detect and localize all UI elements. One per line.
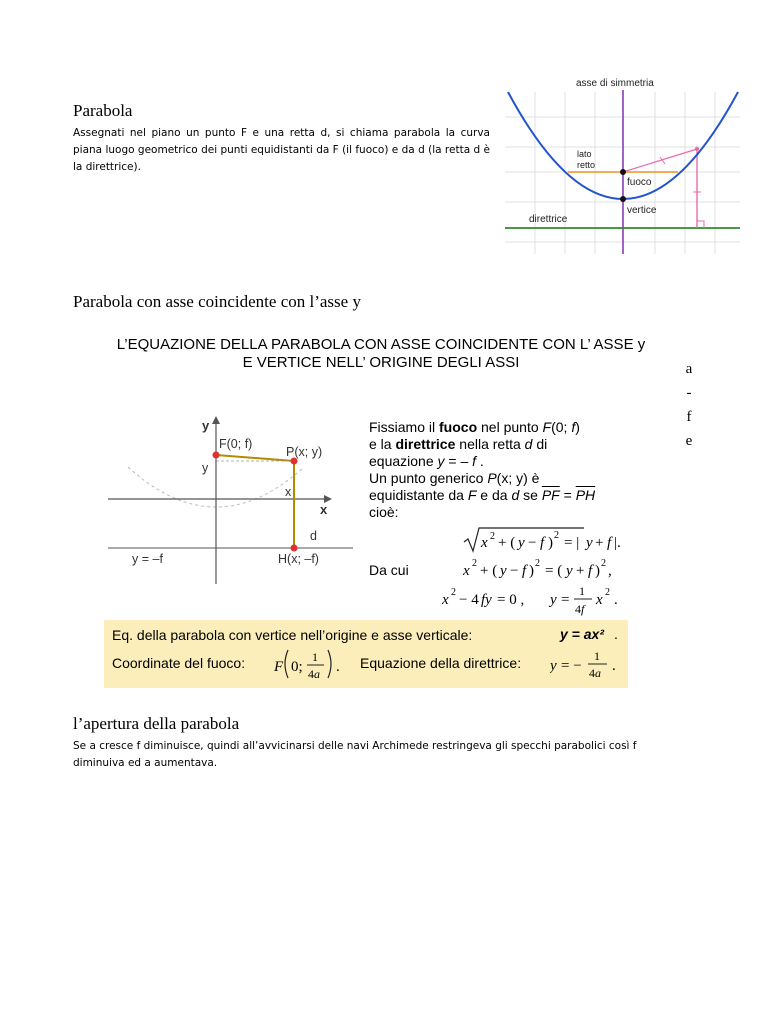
svg-text:2: 2 <box>472 558 477 569</box>
svg-text:f: f <box>588 563 593 579</box>
point-p-label: P(x; y) <box>286 445 323 459</box>
section3-paragraph: Se a cresce f diminuisce, quindi all’avvicinarsi delle navi Archimede restringeva gli specchi parabolici così f diminuiva ed a aumentava. <box>73 740 637 769</box>
focus-label: F(0; f) <box>219 437 253 451</box>
svg-text:4f: 4f <box>575 602 585 616</box>
svg-text:= |: = | <box>564 535 580 551</box>
svg-text:2: 2 <box>451 587 456 598</box>
svg-text:2: 2 <box>554 530 559 541</box>
svg-text:−: − <box>510 563 519 579</box>
axis-label: asse di simmetria <box>576 78 654 89</box>
svg-text:fy: fy <box>481 592 492 608</box>
panel-line-3: equazione y = – f . <box>369 453 484 469</box>
svg-text:4a: 4a <box>589 666 601 680</box>
x-axis-label: x <box>320 502 328 517</box>
focus-point <box>620 169 626 175</box>
result-equation <box>442 582 632 616</box>
svg-text:y: y <box>566 563 573 579</box>
da-cui-label: Da cui <box>369 562 409 578</box>
svg-text:f: f <box>607 535 612 551</box>
svg-text:2: 2 <box>601 558 606 569</box>
y-axis-label: y <box>202 418 210 433</box>
y-coord-label: y <box>202 461 209 475</box>
panel-line-2: e la direttrice nella retta d di <box>369 436 548 452</box>
svg-text:y: y <box>550 592 557 608</box>
point-h-dot <box>291 545 298 552</box>
svg-text:x: x <box>442 592 449 608</box>
focus-coordinates <box>272 644 344 684</box>
panel-line-6: cioè: <box>369 504 399 520</box>
svg-text:+: + <box>576 563 585 579</box>
svg-text:,: , <box>608 563 612 579</box>
section1-title: Parabola <box>73 101 133 120</box>
pf-segment <box>216 455 294 461</box>
expanded-equation <box>463 555 633 581</box>
direttrice-label: direttrice <box>529 214 568 225</box>
svg-text:y: y <box>550 658 557 674</box>
svg-text:2: 2 <box>490 531 495 542</box>
svg-text:− 4: − 4 <box>459 592 479 608</box>
svg-text:y: y <box>586 535 593 551</box>
svg-text:f: f <box>540 535 545 551</box>
section3-title: l’apertura della parabola <box>73 714 240 733</box>
pink-segment <box>623 149 697 172</box>
panel-explanation <box>369 419 669 521</box>
svg-text:.: . <box>336 659 340 675</box>
lato-label: lato <box>577 149 592 159</box>
svg-text:1: 1 <box>579 584 585 598</box>
svg-text:f: f <box>522 563 527 579</box>
svg-text:2: 2 <box>535 558 540 569</box>
svg-text:x: x <box>481 535 488 551</box>
coordinate-graph <box>98 412 360 587</box>
summary-box: Eq. della parabola con vertice nell’origine e asse verticale: y = ax² . Coordinate del fuoco: F 0; 1 4a . Equazione della direttrice: y = − 1 4a . <box>104 620 628 688</box>
svg-text:x: x <box>463 563 470 579</box>
distance-equation <box>462 525 632 553</box>
svg-text:4a: 4a <box>308 667 320 681</box>
svg-text:+ (: + ( <box>480 563 498 579</box>
svg-text:−: − <box>528 535 537 551</box>
summary-line1-text: Eq. della parabola con vertice nell’origine e asse verticale: <box>112 627 473 643</box>
directrix-equation <box>550 644 622 684</box>
svg-text:.: . <box>614 592 618 608</box>
svg-text:): ) <box>548 535 553 551</box>
panel-line-5: equidistante da F e da d se $\overline{PF} = \overline{PH}$ <box>369 487 596 503</box>
focus-dot <box>213 452 220 459</box>
panel-title <box>88 336 674 372</box>
fuoco-label: fuoco <box>627 177 652 188</box>
svg-text:2: 2 <box>605 587 610 598</box>
side-letter-4: e <box>685 433 693 449</box>
svg-text:= (: = ( <box>545 563 563 579</box>
section1-paragraph: Assegnati nel piano un punto F e una retta d, si chiama parabola la curva piana luogo geometrico dei punti equidistanti da F (il fuoco) e da d (la retta d è la direttrice). <box>73 127 490 173</box>
svg-text:): ) <box>529 563 534 579</box>
side-letter-3: f <box>686 409 692 425</box>
vertex-point <box>620 196 626 202</box>
svg-text:F: F <box>274 659 284 675</box>
svg-text:1: 1 <box>594 649 600 663</box>
side-letter-1: a <box>685 361 693 377</box>
svg-text:y: y <box>500 563 507 579</box>
side-letter-2: - <box>686 385 692 401</box>
svg-text:y: y <box>518 535 525 551</box>
directrix-eq-label: y = –f <box>132 552 163 566</box>
summary-line1-eq: y = ax² <box>560 626 604 642</box>
panel-title-line2: E VERTICE NELL’ ORIGINE DEGLI ASSI <box>242 354 520 371</box>
d-label: d <box>310 529 317 543</box>
panel-title-line1: L’EQUAZIONE DELLA PARABOLA CON ASSE COINCIDENTE CON L’ ASSE y <box>116 336 646 353</box>
svg-text:x: x <box>596 592 603 608</box>
section2-title: Parabola con asse coincidente con l’asse y <box>73 292 361 311</box>
point-h-label: H(x; –f) <box>278 552 319 566</box>
svg-text:): ) <box>595 563 600 579</box>
summary-focus-label: Coordinate del fuoco: <box>112 655 246 671</box>
parabola-diagram <box>505 72 740 254</box>
vertice-label: vertice <box>627 205 657 216</box>
svg-text:+ (: + ( <box>498 535 516 551</box>
panel-line-1: Fissiamo il fuoco nel punto F(0; f) <box>369 419 580 435</box>
svg-text:0;: 0; <box>291 659 303 675</box>
svg-text:=: = <box>561 592 570 608</box>
summary-directrix-label: Equazione della direttrice: <box>360 655 522 671</box>
svg-text:|.: |. <box>614 535 621 551</box>
panel-line-4: Un punto generico P(x; y) è <box>369 470 540 486</box>
svg-text:= −: = − <box>561 658 582 674</box>
svg-text:= 0 ,: = 0 , <box>497 592 525 608</box>
svg-text:1: 1 <box>312 650 318 664</box>
svg-text:.: . <box>612 658 616 674</box>
retto-label: retto <box>577 160 596 170</box>
x-coord-label: x <box>285 485 292 499</box>
svg-text:+: + <box>595 535 604 551</box>
side-letters <box>681 357 697 453</box>
